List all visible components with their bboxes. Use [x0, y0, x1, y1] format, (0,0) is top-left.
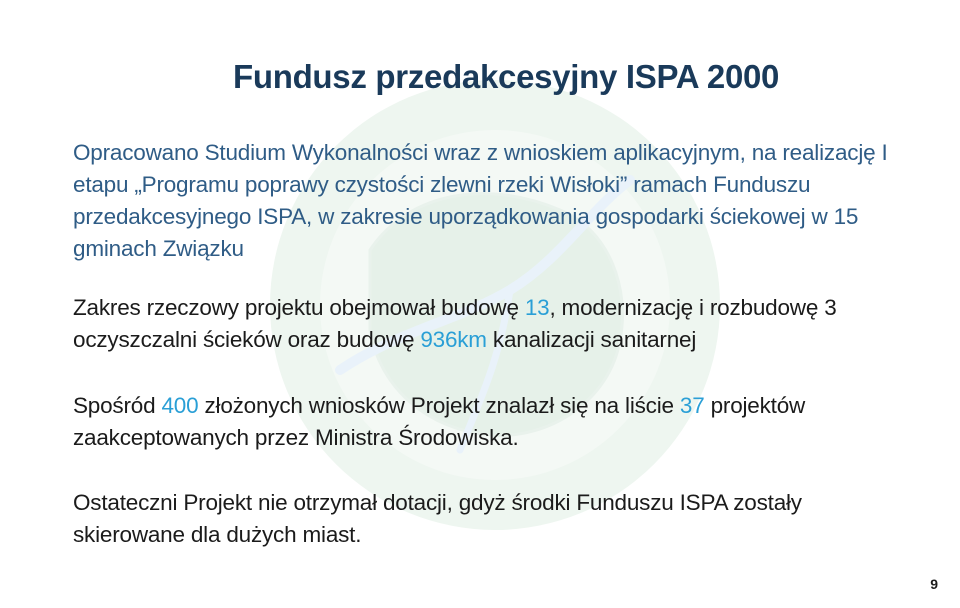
text-segment: kanalizacji sanitarnej — [486, 327, 697, 352]
paragraph-project-scope — [73, 292, 903, 356]
text-segment: Spośród — [73, 393, 162, 418]
highlight-value: 400 — [161, 393, 199, 418]
paragraph-project-ranking — [73, 390, 903, 454]
highlight-value: 13 — [524, 295, 550, 320]
text-segment: Zakres rzeczowy projektu obejmował budowę — [73, 295, 525, 320]
text-segment: , modernizację i rozbudowę 3 oczyszczalni ścieków oraz budowę — [73, 295, 837, 352]
text-segment: złożonych wniosków Projekt znalazł się na liście — [198, 393, 680, 418]
text-segment: projektów zaakceptowanych przez Ministra Środowiska. — [73, 393, 806, 450]
page-number: 9 — [930, 576, 938, 592]
highlight-value: 37 — [679, 393, 705, 418]
slide-title: Fundusz przedakcesyjny ISPA 2000 — [233, 58, 780, 95]
paragraph-feasibility-study: Opracowano Studium Wykonalności wraz z wnioskiem aplikacyjnym, na realizację I etapu „Programu poprawy czystości zlewni rzeki Wisłoki” ramach Funduszu przedakcesyjnego ISPA, w zakresie uporządkowania gospodarki ściekowej w 15 gminach Związku — [73, 140, 888, 261]
highlight-value: 936km — [420, 327, 487, 352]
paragraph-funding-outcome: Ostateczni Projekt nie otrzymał dotacji, gdyż środki Funduszu ISPA zostały skierowane dla dużych miast. — [73, 490, 802, 547]
